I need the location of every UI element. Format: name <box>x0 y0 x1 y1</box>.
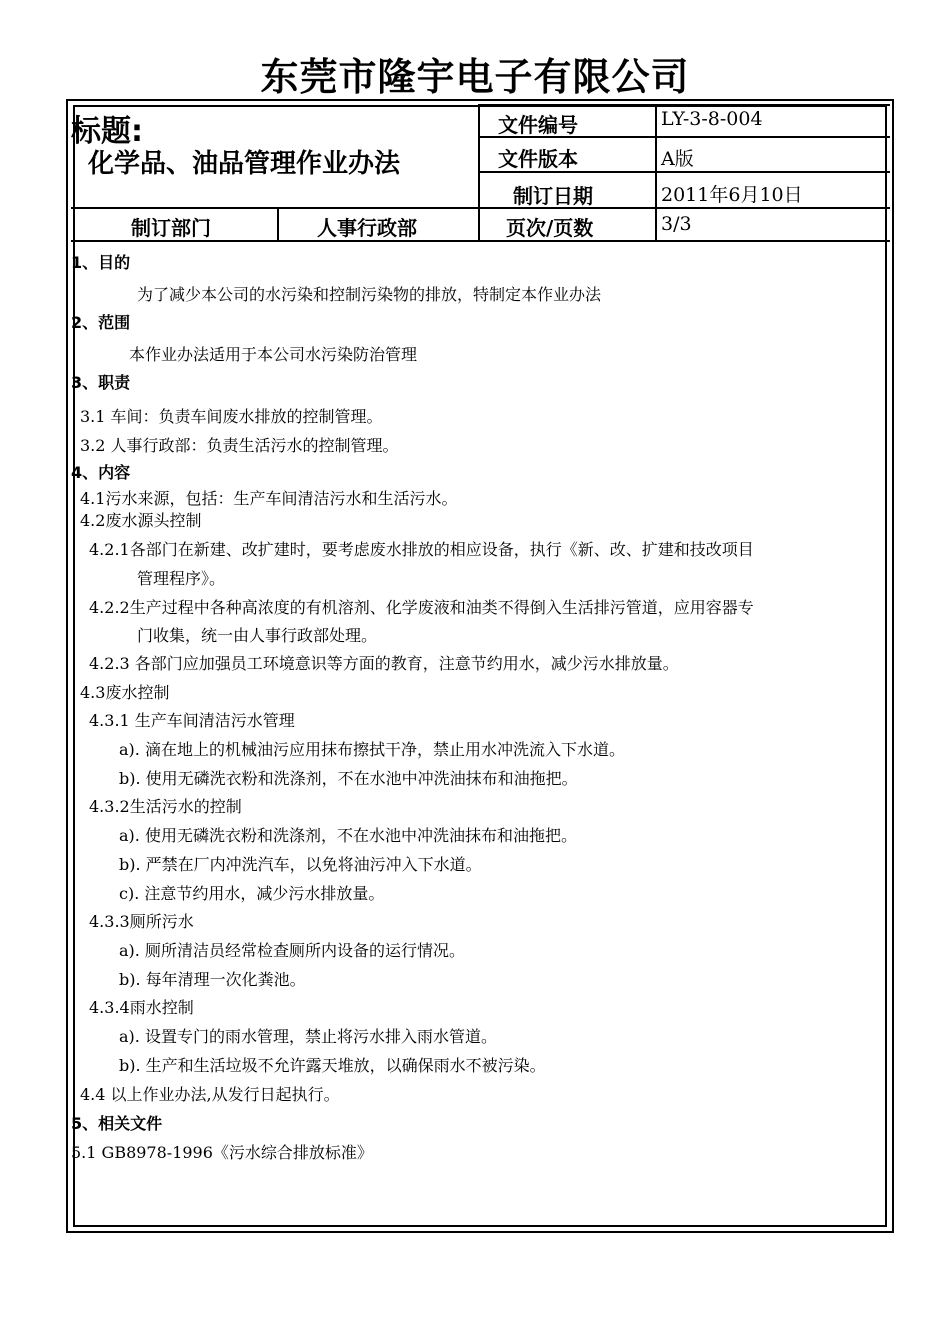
dept-value: 人事行政部 <box>317 216 417 240</box>
body-line: 4.2.1各部门在新建、改扩建时，要考虑废水排放的相应设备，执行《新、改、扩建和技改项目 <box>89 540 754 559</box>
body-line: 本作业办法适用于本公司水污染防治管理 <box>129 345 418 364</box>
body-line: 3.2 人事行政部：负责生活污水的控制管理。 <box>80 436 399 455</box>
body-line: a). 使用无磷洗衣粉和洗涤剂，不在水池中冲洗油抹布和油拖把。 <box>119 826 577 845</box>
body-line: 4.3.1 生产车间清洁污水管理 <box>89 711 295 730</box>
body-line: 4.1污水来源，包括：生产车间清洁污水和生活污水。 <box>80 489 458 508</box>
body-line: a). 设置专门的雨水管理，禁止将污水排入雨水管道。 <box>119 1027 497 1046</box>
body-line: 3.1 车间：负责车间废水排放的控制管理。 <box>80 407 383 426</box>
body-line: b). 生产和生活垃圾不允许露天堆放，以确保雨水不被污染。 <box>119 1056 546 1075</box>
company-name: 东莞市隆宇电子有限公司 <box>260 55 690 99</box>
section-heading: 2、范围 <box>71 313 131 332</box>
version-value: A版 <box>661 148 694 170</box>
body-line: a). 滴在地上的机械油污应用抹布擦拭干净，禁止用水冲洗流入下水道。 <box>119 740 625 759</box>
body-line: b). 使用无磷洗衣粉和洗涤剂，不在水池中冲洗油抹布和油拖把。 <box>119 769 578 788</box>
section-heading: 5、相关文件 <box>71 1114 163 1133</box>
body-line: 4.2废水源头控制 <box>80 511 202 530</box>
doc-no-label: 文件编号 <box>498 113 578 137</box>
body-line: 4.2.3 各部门应加强员工环境意识等方面的教育，注意节约用水，减少污水排放量。 <box>89 654 679 673</box>
doc-no-value: LY-3-8-004 <box>661 108 763 130</box>
dept-label: 制订部门 <box>131 216 211 240</box>
body-line: 管理程序》。 <box>137 569 226 588</box>
page-value: 3/3 <box>661 213 692 235</box>
body-line: 4.3.3厕所污水 <box>89 912 194 931</box>
body-line: 4.3废水控制 <box>80 683 170 702</box>
body-line: 为了减少本公司的水污染和控制污染物的排放，特制定本作业办法 <box>137 285 602 304</box>
section-heading: 3、职责 <box>71 373 131 392</box>
body-line: c). 注意节约用水，减少污水排放量。 <box>119 884 385 903</box>
body-line: 5.1 GB8978-1996《污水综合排放标准》 <box>71 1143 373 1162</box>
page-label: 页次/页数 <box>506 216 594 240</box>
body-line: b). 每年清理一次化粪池。 <box>119 970 306 989</box>
body-line: 4.3.4雨水控制 <box>89 998 194 1017</box>
date-value: 2011年6月10日 <box>661 184 803 206</box>
section-heading: 1、目的 <box>71 253 131 272</box>
body-line: 4.2.2生产过程中各种高浓度的有机溶剂、化学废液和油类不得倒入生活排污管道，应用容器专 <box>89 598 754 617</box>
date-label: 制订日期 <box>513 184 593 208</box>
body-line: a). 厕所清洁员经常检查厕所内设备的运行情况。 <box>119 941 465 960</box>
body-line: 门收集，统一由人事行政部处理。 <box>137 626 378 645</box>
title-label: 标题: <box>71 114 143 149</box>
section-heading: 4、内容 <box>71 463 131 482</box>
body-line: 4.4 以上作业办法,从发行日起执行。 <box>80 1085 340 1104</box>
version-label: 文件版本 <box>498 147 578 171</box>
document-title: 化学品、油品管理作业办法 <box>88 149 401 179</box>
body-line: b). 严禁在厂内冲洗汽车，以免将油污冲入下水道。 <box>119 855 482 874</box>
body-line: 4.3.2生活污水的控制 <box>89 797 242 816</box>
